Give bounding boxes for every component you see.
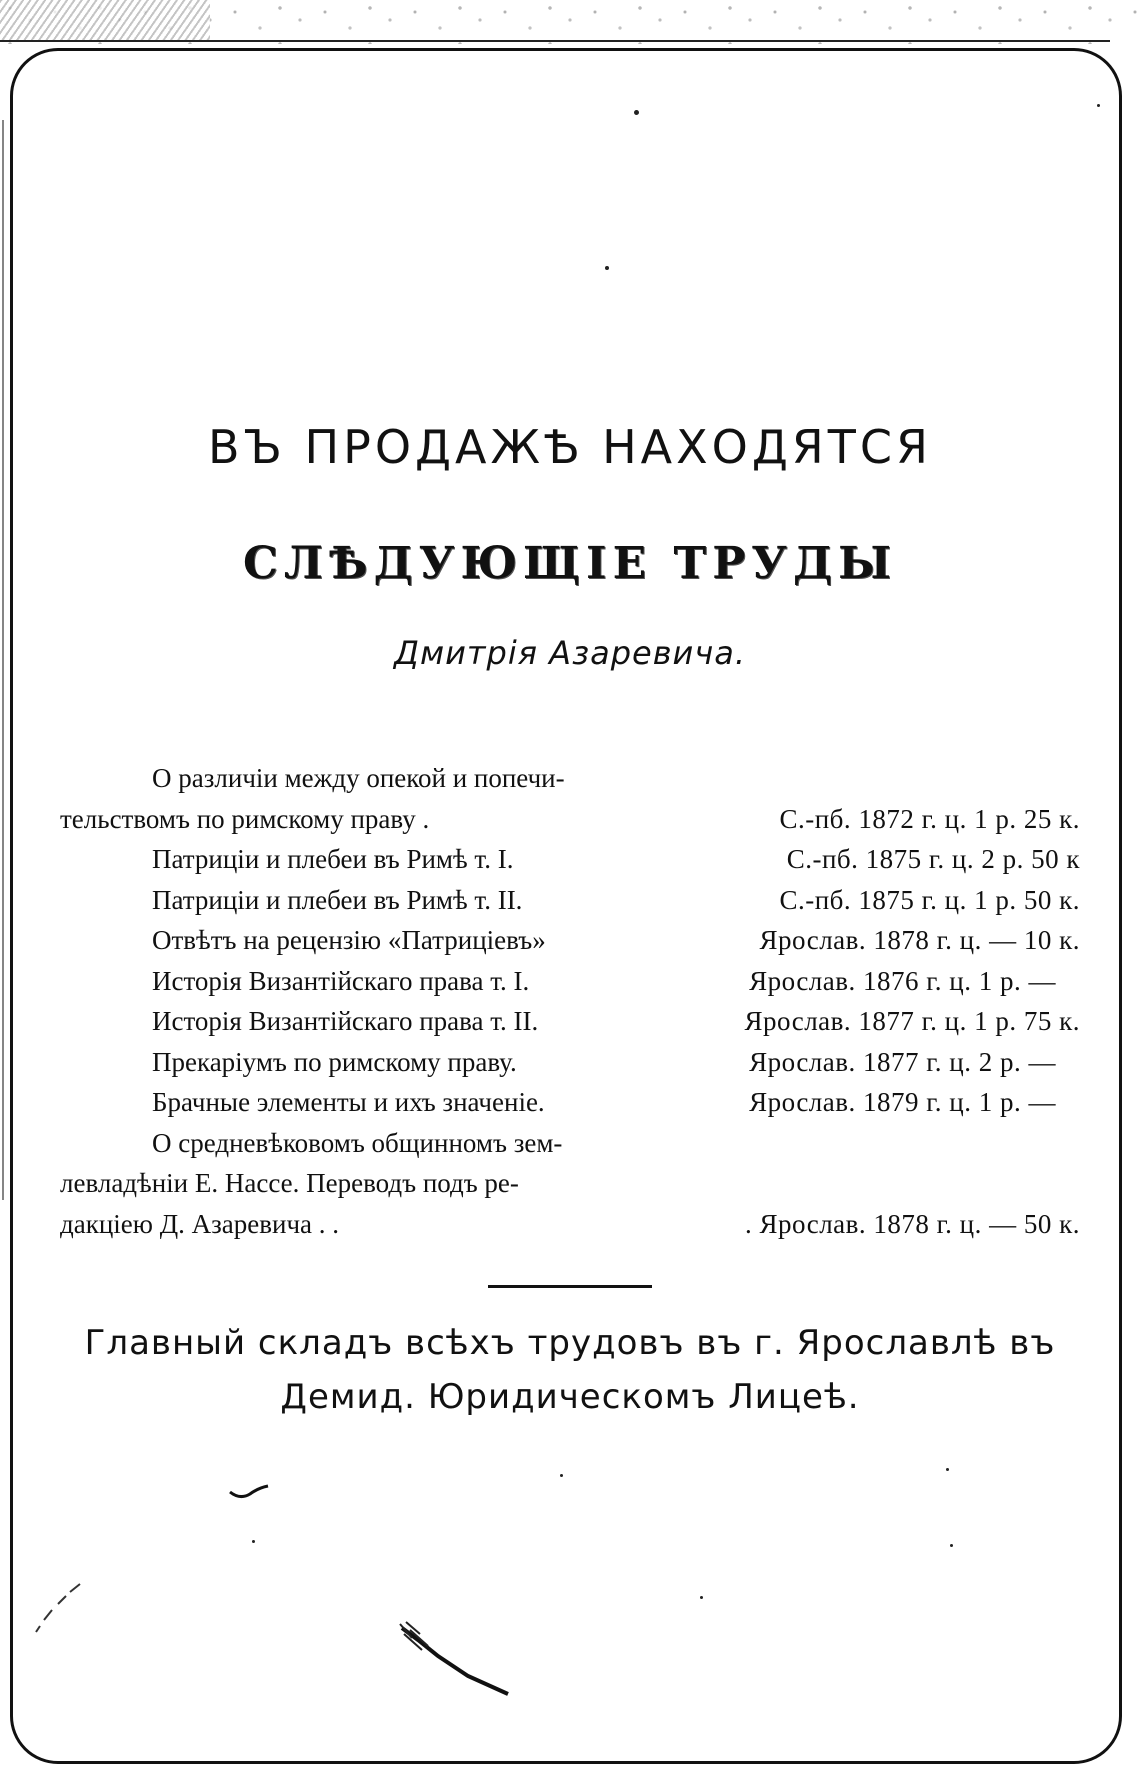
- work-publication-info: Ярослав. 1877 г. ц. 1 р. 75 к.: [744, 1006, 1080, 1036]
- warehouse-line-2: Демид. Юридическомъ Лицеѣ.: [280, 1377, 860, 1417]
- ink-speck: [560, 1474, 563, 1477]
- page-title: ВЪ ПРОДАЖѢ НАХОДЯТСЯ: [208, 420, 932, 474]
- list-item: [60, 961, 1080, 1002]
- list-item: [60, 880, 1080, 921]
- work-publication-info: С.-пб. 1875 г. ц. 2 р. 50 к: [786, 844, 1080, 874]
- work-title: Исторія Византійскаго права т. I.: [152, 965, 530, 996]
- list-item: [60, 1082, 1080, 1123]
- ink-smudge-corner: [30, 1580, 90, 1640]
- work-publication-info: . Ярослав. 1878 г. ц. — 50 к.: [745, 1208, 1080, 1239]
- work-title: дакціею Д. Азаревича . .: [60, 1208, 340, 1239]
- work-title: О средневѣковомъ общинномъ зем-: [152, 1127, 563, 1158]
- work-title: тельствомъ по римскому праву .: [60, 803, 430, 834]
- ink-speck: [605, 266, 609, 270]
- top-rule: [0, 40, 1110, 42]
- list-item: [60, 799, 1080, 840]
- ink-speck: [634, 110, 639, 115]
- work-title: Отвѣтъ на рецензію «Патриціевъ»: [152, 925, 546, 955]
- list-item: [60, 839, 1080, 880]
- work-publication-info: Ярослав. 1878 г. ц. — 10 к.: [759, 925, 1080, 955]
- list-item: [60, 1163, 1080, 1204]
- list-item: [60, 1042, 1080, 1083]
- work-title: Прекаріумъ по римскому праву.: [152, 1046, 517, 1077]
- ink-speck: [1097, 104, 1100, 107]
- list-item: [60, 758, 1080, 799]
- ink-speck: [946, 1468, 949, 1471]
- list-item: [60, 1204, 1080, 1245]
- work-title: левладѣніи Е. Нассе. Переводъ подъ ре-: [60, 1168, 519, 1198]
- work-title: Патриціи и плебеи въ Римѣ т. II.: [152, 884, 523, 915]
- list-item: [60, 920, 1080, 961]
- work-publication-info: Ярослав. 1879 г. ц. 1 р. —: [749, 1087, 1056, 1117]
- scan-noise-strip: [0, 0, 1140, 44]
- work-title: О различіи между опекой и попечи-: [152, 763, 565, 793]
- ink-speck: [950, 1544, 953, 1547]
- work-publication-info: С.-пб. 1875 г. ц. 1 р. 50 к.: [779, 884, 1080, 915]
- section-subtitle: СЛѢДУЮЩІЕ ТРУДЫ: [243, 538, 897, 589]
- ink-speck: [700, 1596, 703, 1599]
- ink-smudge-large: [398, 1620, 518, 1700]
- ink-speck: [252, 1540, 255, 1543]
- work-publication-info: Ярослав. 1877 г. ц. 2 р. —: [749, 1046, 1056, 1077]
- section-divider: [488, 1285, 652, 1288]
- work-publication-info: Ярослав. 1876 г. ц. 1 р. —: [749, 965, 1056, 996]
- warehouse-line-1: Главный складъ всѣхъ трудовъ въ г. Ярославлѣ въ: [84, 1323, 1056, 1363]
- list-item: [60, 1123, 1080, 1164]
- works-list: [60, 758, 1080, 1244]
- warehouse-notice: [0, 1316, 1140, 1424]
- work-publication-info: С.-пб. 1872 г. ц. 1 р. 25 к.: [779, 803, 1080, 834]
- work-title: Брачные элементы и ихъ значеніе.: [152, 1087, 545, 1117]
- ink-smudge-small: [228, 1480, 272, 1502]
- work-title: Исторія Византійскаго права т. II.: [152, 1006, 539, 1036]
- author-name: Дмитрія Азаревича.: [393, 634, 747, 672]
- work-title: Патриціи и плебеи въ Римѣ т. I.: [152, 844, 514, 874]
- list-item: [60, 1001, 1080, 1042]
